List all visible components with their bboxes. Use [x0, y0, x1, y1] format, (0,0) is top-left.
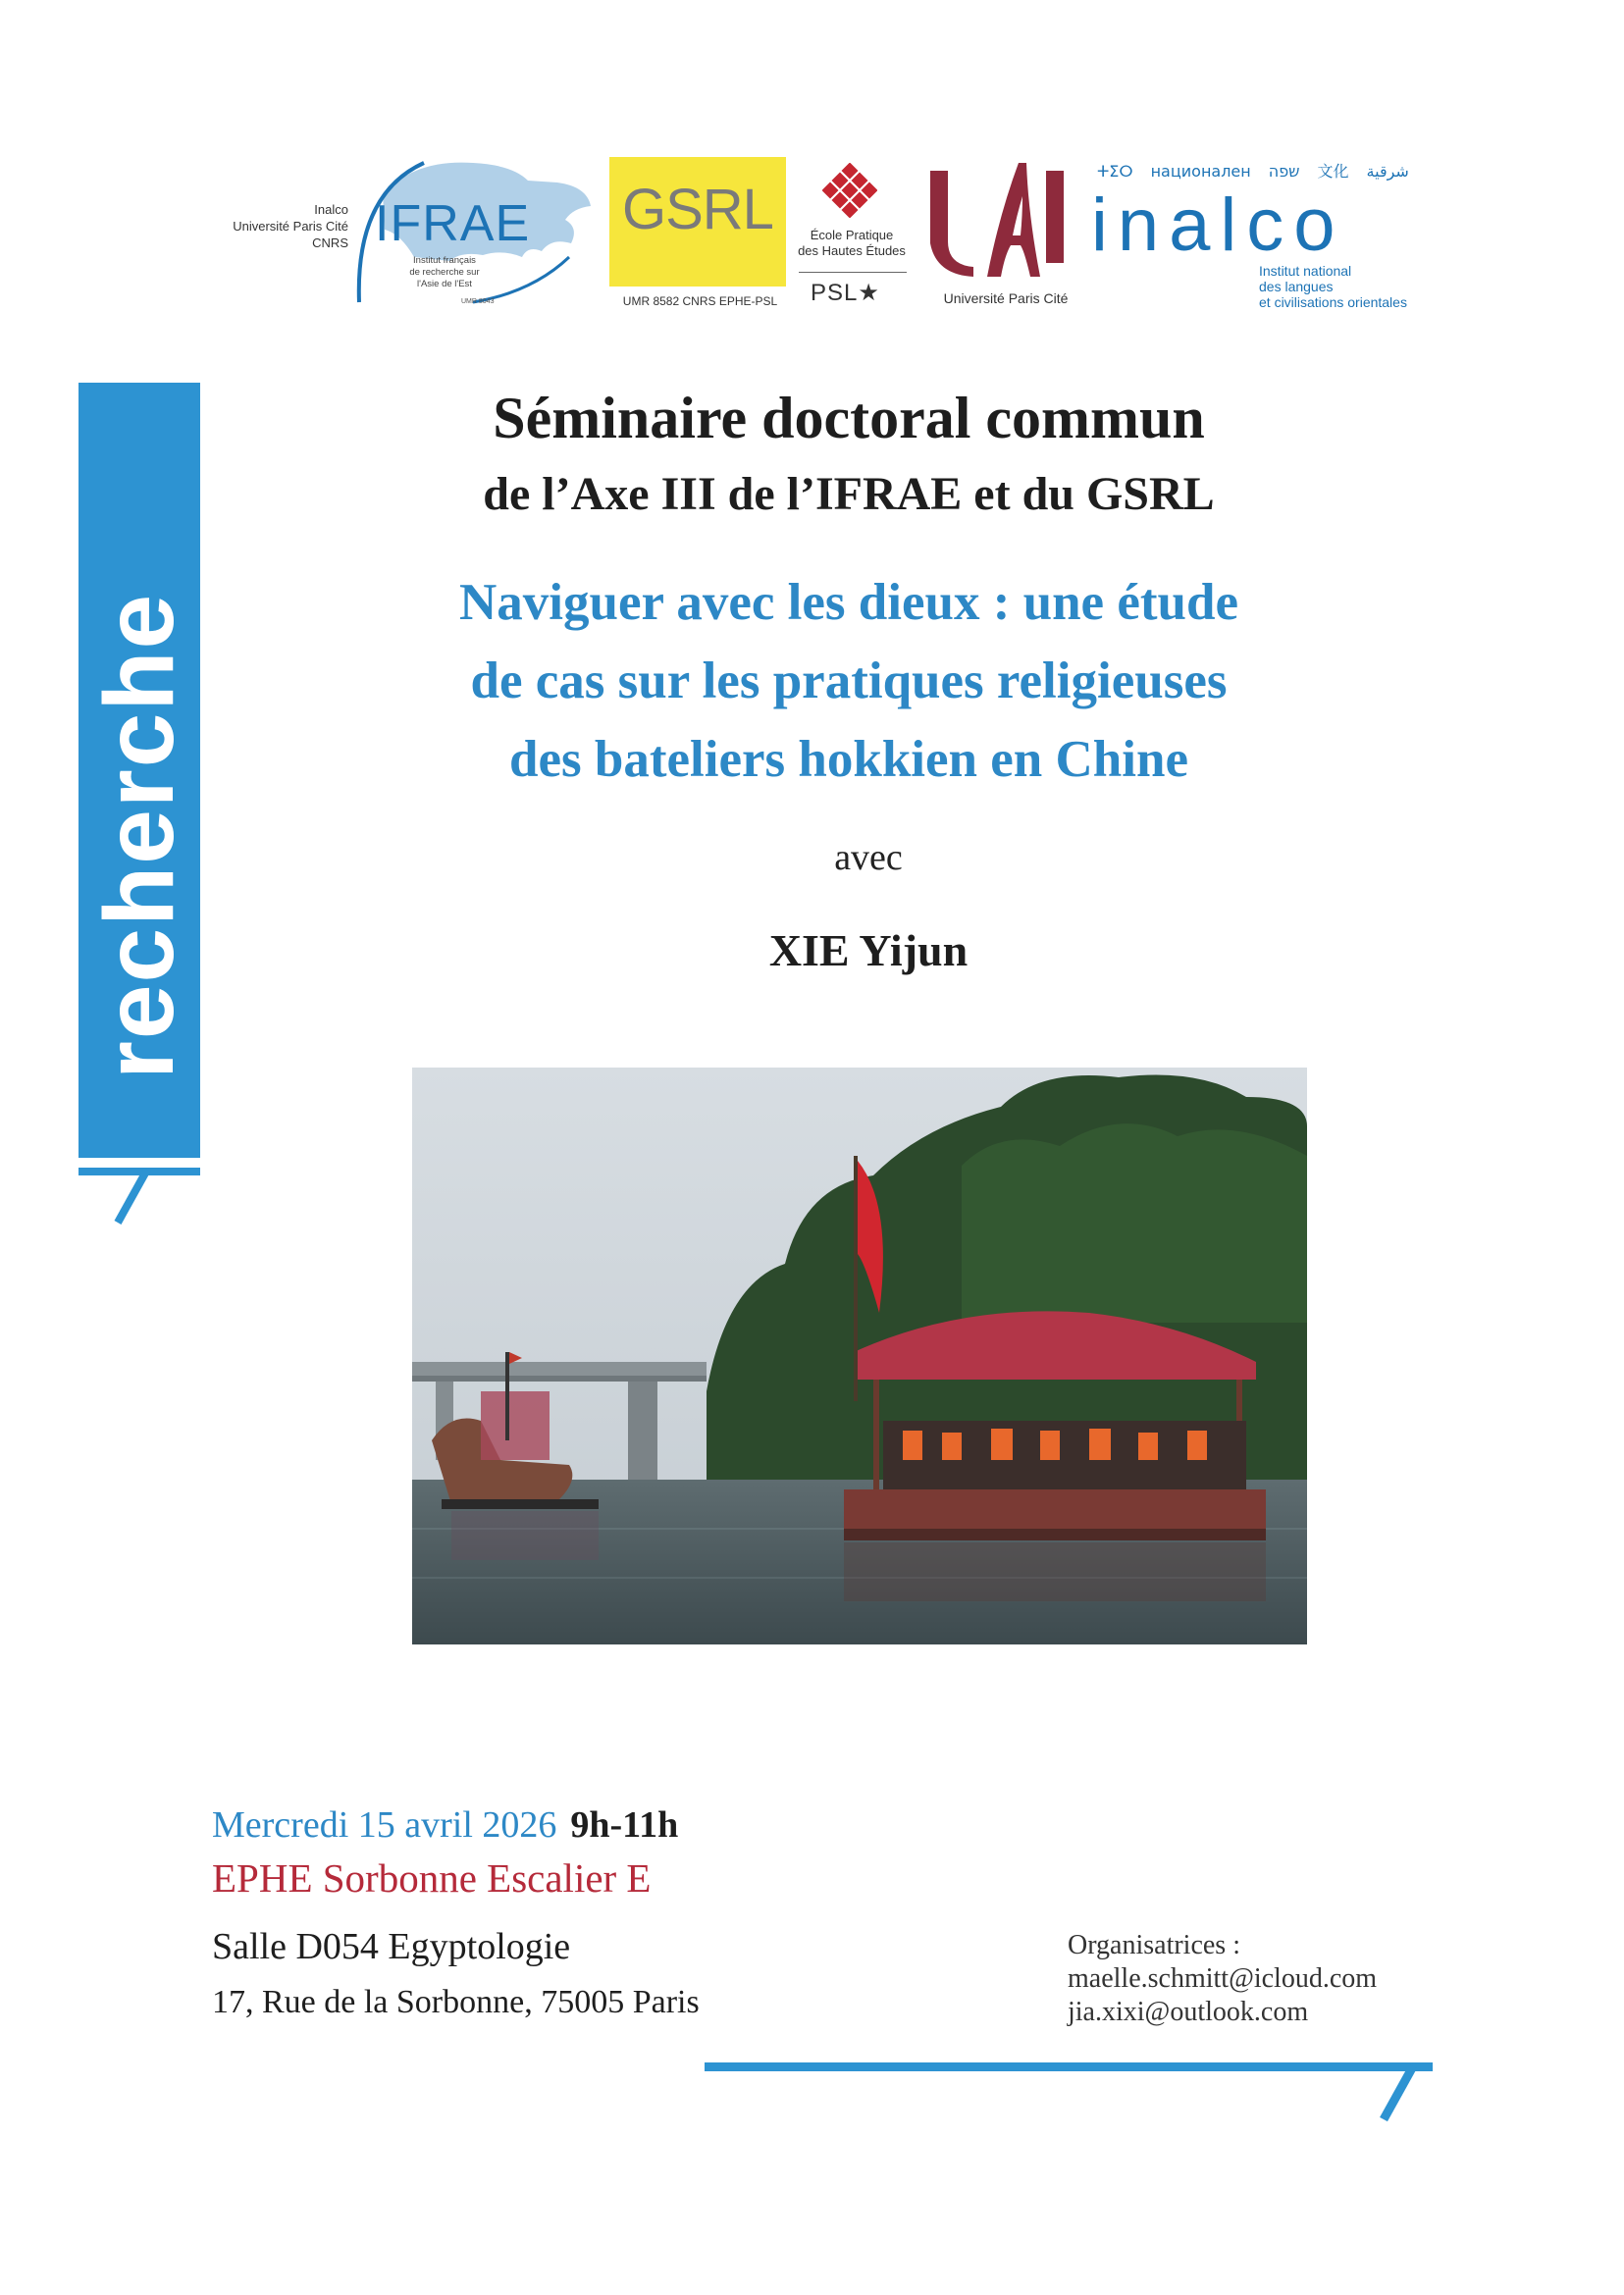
gsrl-umr: UMR 8582 CNRS EPHE-PSL	[622, 294, 778, 308]
ifrae-subtitle: Institut français de recherche sur l'Asie de l'Est	[409, 255, 480, 289]
boats-photo	[412, 1068, 1307, 1644]
talk-title-line: des bateliers hokkien en Chine	[508, 731, 1189, 788]
event-room: Salle D054 Egyptologie	[212, 1926, 571, 1967]
bottom-rule	[705, 2062, 1433, 2071]
ifrae-affiliation: Inalco Université Paris Cité CNRS	[233, 202, 348, 250]
gsrl-wordmark: GSRL	[622, 178, 773, 241]
with-label: avec	[834, 837, 903, 878]
organizer-email[interactable]: maelle.schmitt@icloud.com	[1068, 1963, 1378, 1994]
speaker-name: XIE Yijun	[768, 925, 969, 975]
inalco-subtitle: Institut national des langues et civilisations orientales	[1259, 263, 1407, 310]
talk-title-line: de cas sur les pratiques religieuses	[470, 652, 1228, 709]
event-date-text: Mercredi 15 avril 2026	[212, 1804, 557, 1846]
organizers	[1068, 1929, 1377, 2029]
upc-logo-graphic	[930, 157, 1073, 280]
event-time: 9h-11h	[570, 1804, 679, 1846]
inalco-scripts: ⵜⵉⵔ национален שפה 文化 شرقية	[1097, 162, 1409, 181]
event-date	[212, 1803, 678, 1847]
ifrae-umr: UMR 8043	[461, 298, 495, 305]
event-venue: EPHE Sorbonne Escalier E	[212, 1855, 652, 1901]
seminar-subtitle: de l’Axe III de l’IFRAE et du GSRL	[483, 468, 1215, 520]
ifrae-wordmark: IFRAE	[375, 195, 531, 252]
organizer-email[interactable]: jia.xixi@outlook.com	[1068, 1997, 1309, 2027]
bottom-tick-mark	[1354, 2064, 1433, 2123]
organizers-label: Organisatrices :	[1068, 1930, 1240, 1960]
ephe-diamond-icon	[822, 163, 877, 218]
inalco-wordmark: inalco	[1091, 183, 1345, 267]
ephe-divider	[799, 272, 907, 273]
event-address: 17, Rue de la Sorbonne, 75005 Paris	[212, 1984, 700, 2020]
band-tick-mark	[79, 1168, 200, 1226]
side-band-label: recherche	[84, 592, 194, 1079]
seminar-title: Séminaire doctoral commun	[493, 386, 1205, 450]
upc-name: Université Paris Cité	[943, 290, 1069, 306]
psl-wordmark: PSL★	[811, 280, 880, 306]
talk-title	[294, 563, 1403, 799]
talk-title-line: Naviguer avec les dieux : une étude	[459, 574, 1238, 631]
ephe-name: École Pratique des Hautes Études	[798, 228, 906, 258]
